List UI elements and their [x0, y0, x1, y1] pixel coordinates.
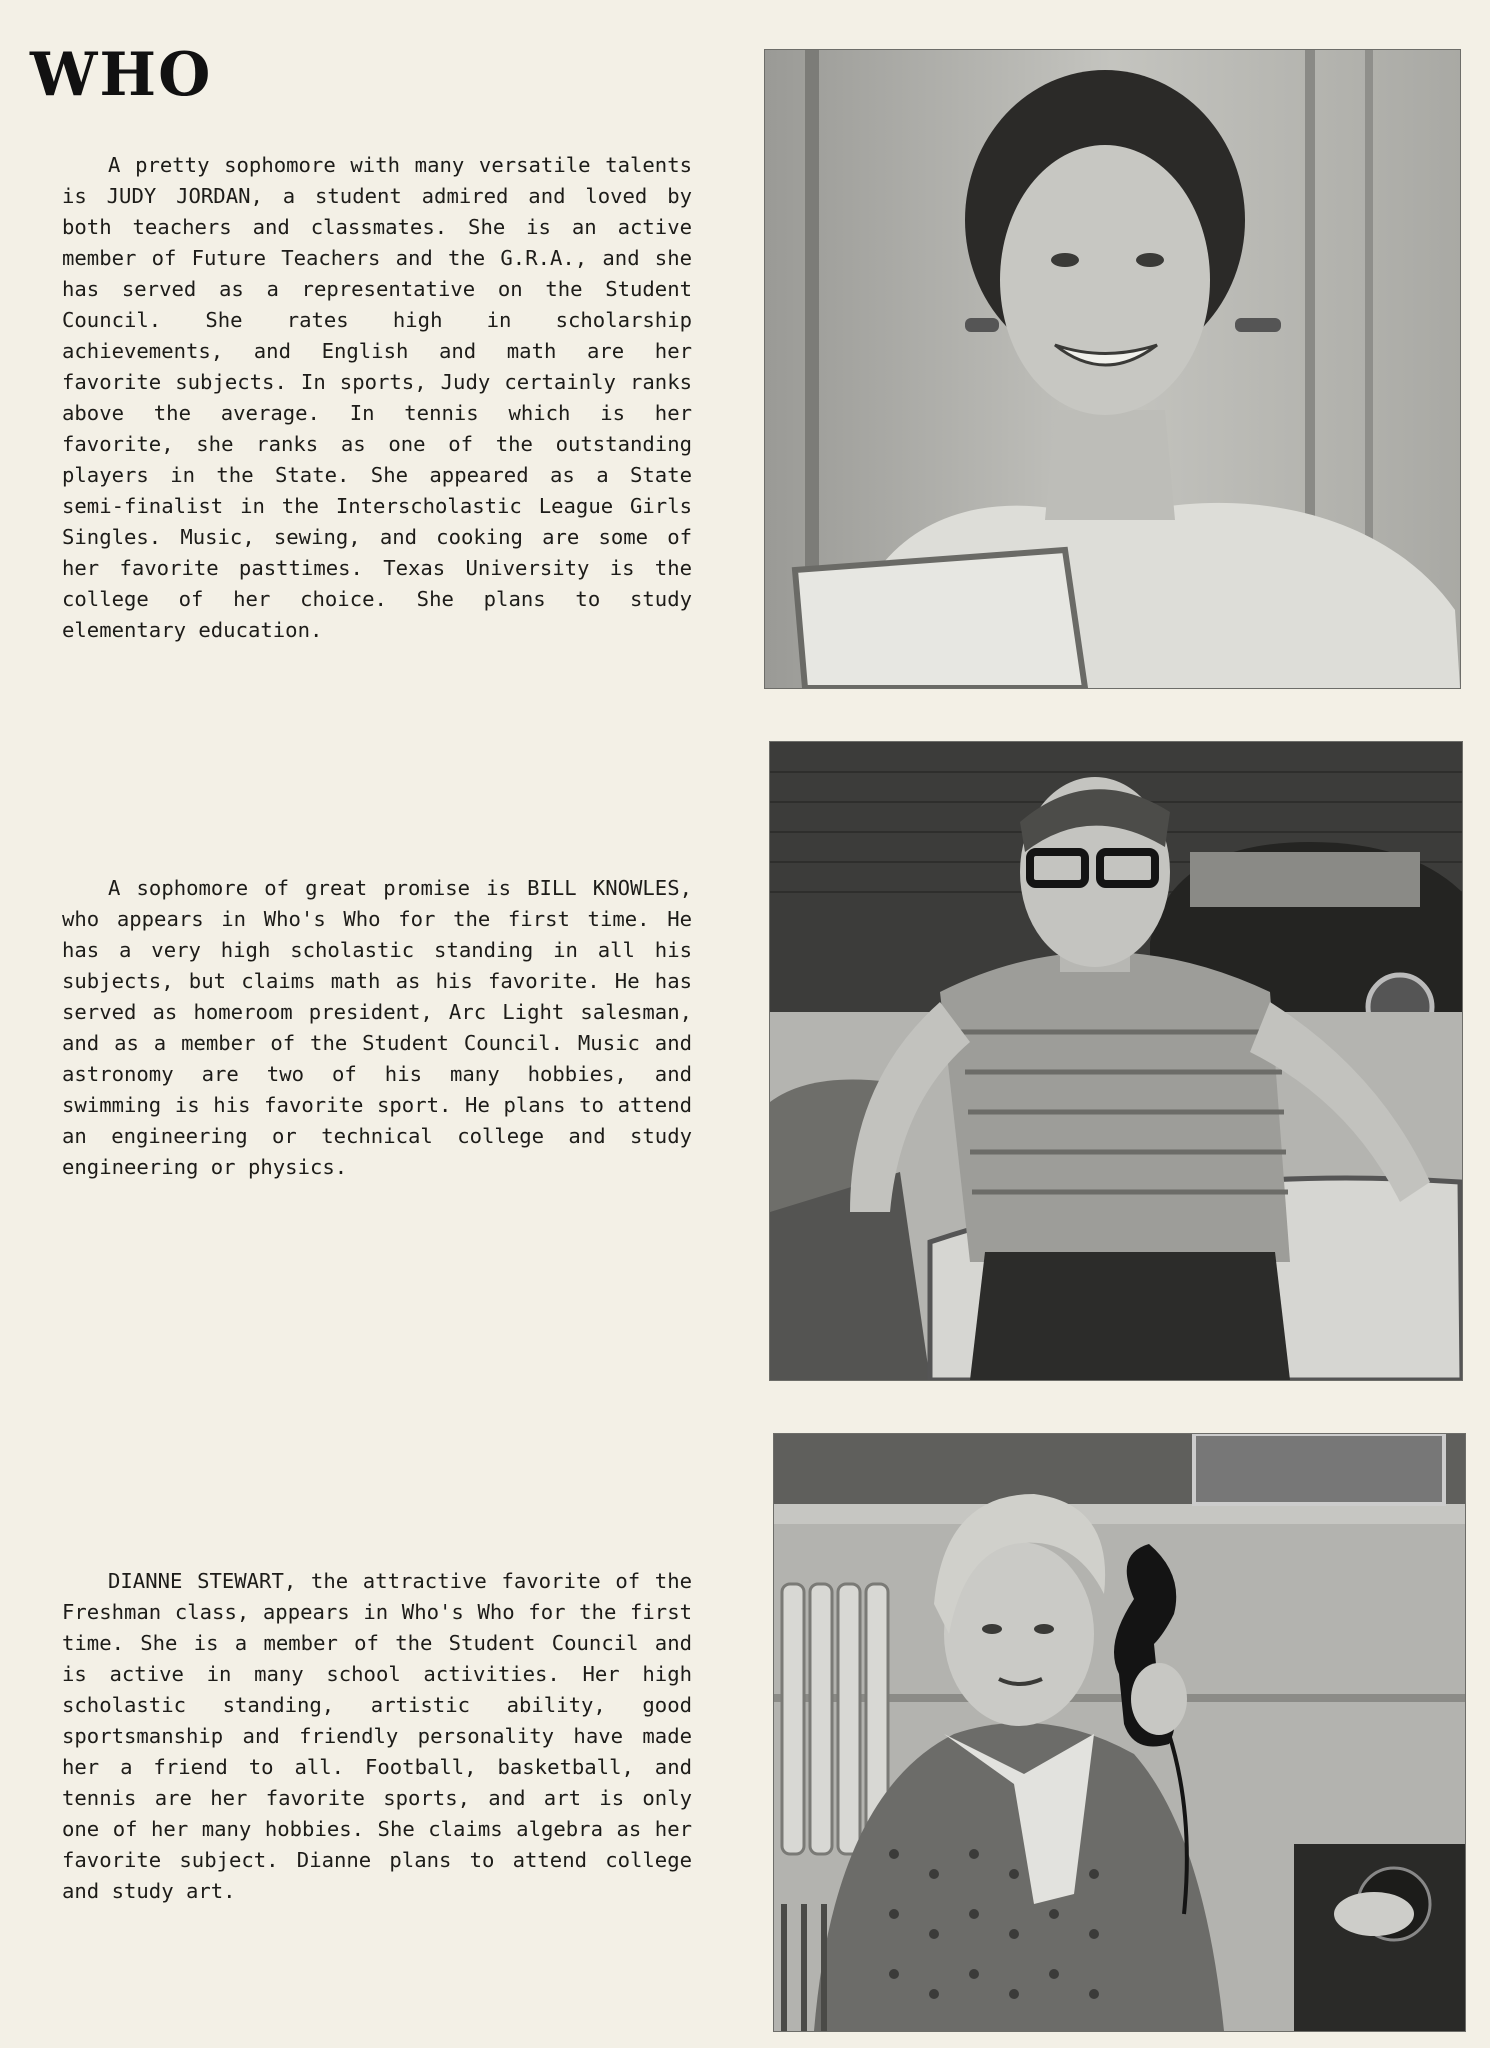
photo-dianne-stewart: [774, 1434, 1465, 2031]
bio-judy-jordan: A pretty sophomore with many versatile talents is JUDY JORDAN, a student admired and loved by both teachers and classmates. She is an active member of Future Teachers and the G.R.A., and she has served as a representative on the Student Council. She rates high in scholarship achievements, and English and math are her favorite subjects. In sports, Judy certainly ranks above the average. In tennis which is her favorite, she ranks as one of the outstanding players in the State. She appeared as a State semi-finalist in the Interscholastic League Girls Singles. Music, sewing, and cooking are some of her favorite pasttimes. Texas University is the college of her choice. She plans to study elementary education.: [62, 153, 692, 642]
bio-bill-knowles: A sophomore of great promise is BILL KNOWLES, who appears in Who's Who for the first time. He has a very high scholastic standing in all his subjects, but claims math as his favorite. He has served as homeroom president, Arc Light salesman, and as a member of the Student Council. Music and astronomy are two of his many hobbies, and swimming is his favorite sport. He plans to attend an engineering or technical college and study engineering or physics.: [62, 876, 692, 1179]
photo-bill-knowles: [770, 742, 1462, 1380]
photo-judy-jordan: [765, 50, 1460, 688]
bio-dianne-stewart: DIANNE STEWART, the attractive favorite of the Freshman class, appears in Who's Who for the first time. She is a member of the Student Council and is active in many school activities. Her high scholastic standing, artistic ability, good sportsmanship and friendly personality have made her a friend to all. Football, basketball, and tennis are her favorite sports, and art is only one of her many hobbies. She claims algebra as her favorite subject. Dianne plans to attend college and study art.: [62, 1569, 692, 1903]
page-heading: WHO: [30, 40, 213, 110]
